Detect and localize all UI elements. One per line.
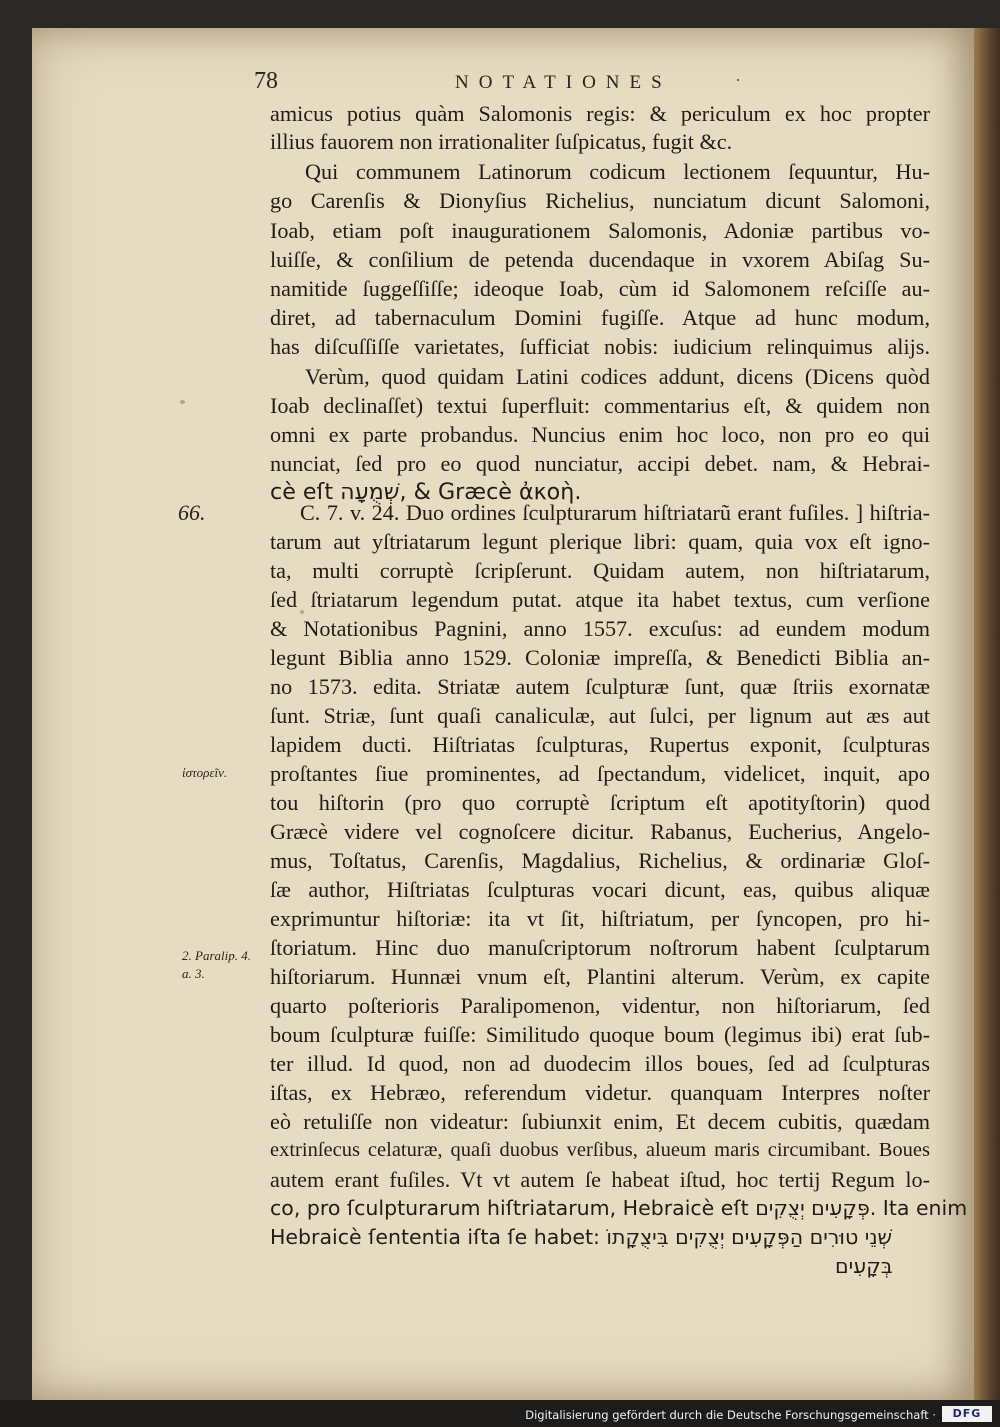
margin-entry-number: 66. [178,500,206,525]
page-number: 78 [254,68,278,94]
text-line: extrinſecus celaturæ, quaſi duobus verſibus, alueum maris circumibant. Boues [270,1139,930,1161]
dfg-logo: DFG [942,1406,992,1422]
text-line: Qui communem Latinorum codicum lectionem ſequuntur, Hu- [305,159,930,184]
text-line: cè eſt שְׁמֻעָה, & Græcè ἀκοὴ. [270,479,582,505]
text-line: lapidem ducti. Hiſtriatas ſculpturas, Rupertus exponit, ſculpturas [270,732,930,757]
text-line: autem erant fuſiles. Vt vt autem ſe habeat iſtud, hoc tertij Regum lo- [270,1167,930,1192]
running-title: NOTATIONES [455,72,672,93]
text-line: amicus potius quàm Salomonis regis: & periculum ex hoc propter [270,101,930,126]
text-line: Ioab declinaſſet) textui ſuperfluit: commentarius eſt, & quidem non [270,393,930,418]
text-line: & Notationibus Pagnini, anno 1557. excuſus: ad eundem modum [270,616,930,641]
text-line: nunciat, ſed pro eo quod nunciatur, accipi debet. nam, & Hebrai- [270,451,930,476]
text-line: hiſtoriarum. Hunnæi vnum eſt, Plantini alterum. Verùm, ex capite [270,964,930,989]
text-line: ter illud. Id quod, non ad duodecim illos boues, ſed ad ſculpturas [270,1051,930,1076]
text-line: ſunt. Striæ, ſunt quaſi canaliculæ, aut ſulci, per lignum aut æs aut [270,703,930,728]
margin-reference-line: a. 3. [182,966,205,981]
text-line: iſtas, ex Hebræo, referendum videtur. quanquam Interpres noſter [270,1080,930,1105]
text-line: Ioab, etiam poſt inaugurationem Salomonis, Adoniæ partibus vo- [270,218,930,243]
book-binding-edge [974,28,1000,1400]
text-line: ſtoriatum. Hinc duo manuſcriptorum noſtrorum habent ſculptarum [270,935,930,960]
footer-credit: Digitalisierung gefördert durch die Deutsche Forschungsgemeinschaft · [525,1408,936,1422]
text-line: ſæ author, Hiſtriatas ſculpturas vocari dicunt, eas, quibus aliquæ [270,877,930,902]
text-line: proſtantes ſiue prominentes, ad ſpectandum, videlicet, inquit, apo [270,761,930,786]
text-line: omni ex parte probandus. Nuncius enim hoc loco, non pro eo qui [270,422,930,447]
text-line: illius fauorem non irrationaliter ſuſpicatus, fugit &c. [270,129,733,154]
text-line: co, pro ſculpturarum hiſtriatarum, Hebraicè eſt פְּקָעִים יְצֻקִים. Ita enim [270,1196,968,1220]
text-line: luiſſe, & conſilium de petenda ducendaque in vxorem Abiſag Su- [270,247,930,272]
paper-speck [180,400,185,404]
text-line: namitide ſuggeſſiſſe; ideoque Ioab, cùm id Salomonem reſciſſe au- [270,276,930,301]
text-line: boum ſculpturæ fuiſſe: Similitudo quoque boum (legimus ibi) erat ſub- [270,1022,930,1047]
text-line: ſed ſtriatarum legendum putat. atque ita habet textus, cum verſione [270,587,930,612]
text-line: Græcè videre vel cognoſcere dicitur. Rabanus, Eucherius, Angelo- [270,819,930,844]
margin-reference-line: 2. Paralip. 4. [182,948,251,963]
text-line: quarto poſterioris Paralipomenon, videntur, non hiſtoriarum, ſed [270,993,930,1018]
text-line: ta, multi corruptè ſcripſerunt. Quidam autem, non hiſtriatarum, [270,558,930,583]
text-line: go Carenſis & Dionyſius Richelius, nunciatum dicunt Salomoni, [270,188,930,213]
text-line: tou hiſtorin (pro quo corruptè ſcriptum eſt apotityſtorin) quod [270,790,930,815]
text-line: tarum aut yſtriatarum legunt plerique libri: quam, quia vox eſt igno- [270,529,930,554]
running-title-ornament: · [735,70,741,90]
text-line: no 1573. edita. Striatæ autem ſculpturæ ſunt, quæ ſtriis exornatæ [270,674,930,699]
text-line: C. 7. v. 24. Duo ordines ſculpturarum hiſtriatarũ erant fuſiles. ] hiſtria- [300,500,930,525]
text-line: Hebraicè ſententia iſta ſe habet: שְׁנֵי טוּרִים הַפְּקָעִים יְצֻקִים בִּיצֻקָתוֹ [270,1225,893,1249]
text-line: has diſcuſſiſſe varietates, ſufficiat nobis: iudicium relinquimus alijs. [270,334,930,359]
text-line: mus, Toſtatus, Carenſis, Magdalius, Richelius, & ordinariæ Gloſ- [270,848,930,873]
text-line: Verùm, quod quidam Latini codices addunt, dicens (Dicens quòd [305,364,930,389]
text-line: diret, ad tabernaculum Domini fugiſſe. Atque ad hunc modum, [270,305,930,330]
text-line: exprimuntur hiſtoriæ: ita vt ſit, hiſtriatum, per ſyncopen, pro hi- [270,906,930,931]
text-line: eò retuliſſe non videatur: ſubiunxit enim, Et decem cubitis, quædam [270,1109,930,1134]
text-line: בְּקָעִים [835,1254,893,1278]
text-line: legunt Biblia anno 1529. Coloniæ impreſſa, & Benedicti Biblia an- [270,645,930,670]
margin-greek-note: ἱστορεῖν. [182,765,228,780]
